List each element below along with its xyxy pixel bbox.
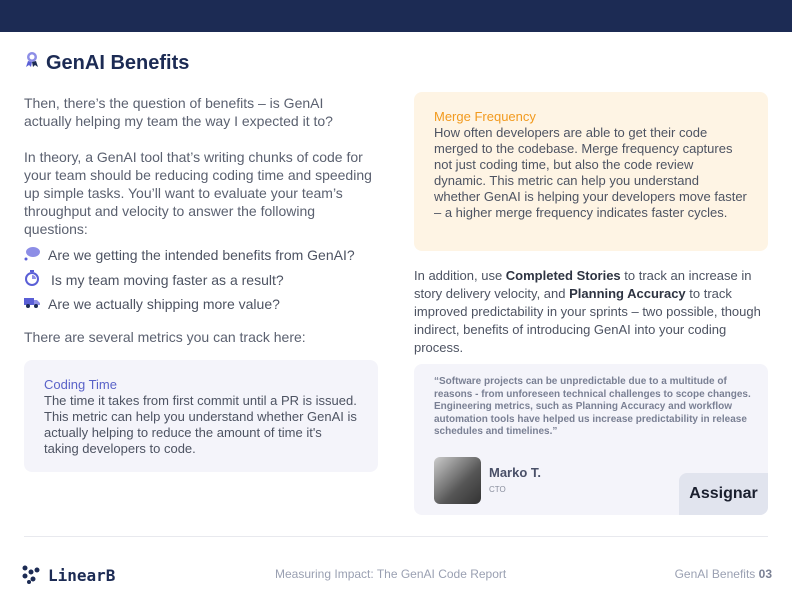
testimonial-card: [414, 364, 768, 515]
company-logo: Assignar: [679, 473, 768, 515]
question-item: Are we actually shipping more value?: [24, 295, 280, 312]
intro-paragraph: Then, there’s the question of benefits – is GenAI actually helping my team the way I expected it to?: [24, 95, 333, 129]
footer-section: GenAI Benefits 03: [674, 567, 772, 581]
chat-icon: [24, 245, 40, 264]
truck-icon: [24, 295, 40, 312]
linearb-logo-icon: [20, 564, 42, 587]
author-role: CTO: [489, 485, 506, 494]
footer-report-title: Measuring Impact: The GenAI Code Report: [275, 567, 507, 581]
award-icon: [24, 51, 40, 75]
page-number: 03: [758, 567, 772, 581]
question-item: Are we getting the intended benefits from GenAI?: [24, 245, 355, 264]
footer-divider: [24, 536, 768, 537]
author-name: Marko T.: [489, 465, 542, 480]
stopwatch-icon: [24, 270, 40, 289]
merge-frequency-card: Merge Frequency How often developers are able to get their code merged to the codebase. Merge frequency captures not just coding time, but also the code review dynamic. This metric can help you understand whether GenAI is helping your developers move faster – a higher merge frequency indicates faster cycles.: [414, 92, 768, 251]
question-item: Is my team moving faster as a result?: [24, 270, 284, 289]
theory-paragraph: In theory, a GenAI tool that’s writing chunks of code for your team should be reducing coding time and speeding up simple tasks. You’ll want to evaluate your team’s throughput and velocity to answer the following questions:: [24, 149, 372, 237]
quote-text: “Software projects can be unpredictable due to a multitude of reasons - from unforeseen technical challenges to scope changes. Engineering metrics, such as Planning Accuracy and workflow automation tools have helped us increase predictability in release schedules and timelines.”: [434, 376, 751, 437]
avatar: [434, 457, 481, 504]
page-title: GenAI Benefits: [24, 51, 189, 75]
coding-time-card: Coding Time The time it takes from first commit until a PR is issued. This metric can help you understand whether GenAI is actually helping to reduce the amount of time it's taking developers to code.: [24, 360, 378, 472]
metrics-intro: There are several metrics you can track here:: [24, 329, 306, 345]
brand-logo: LinearB: [20, 564, 115, 587]
addition-paragraph: In addition, use Completed Stories to track an increase in story delivery velocity, and Planning Accuracy to track improved predictability in your sprints – two possible, though indirect, benefits of introducing GenAI into your coding process.: [414, 268, 761, 355]
top-bar: [0, 0, 792, 32]
